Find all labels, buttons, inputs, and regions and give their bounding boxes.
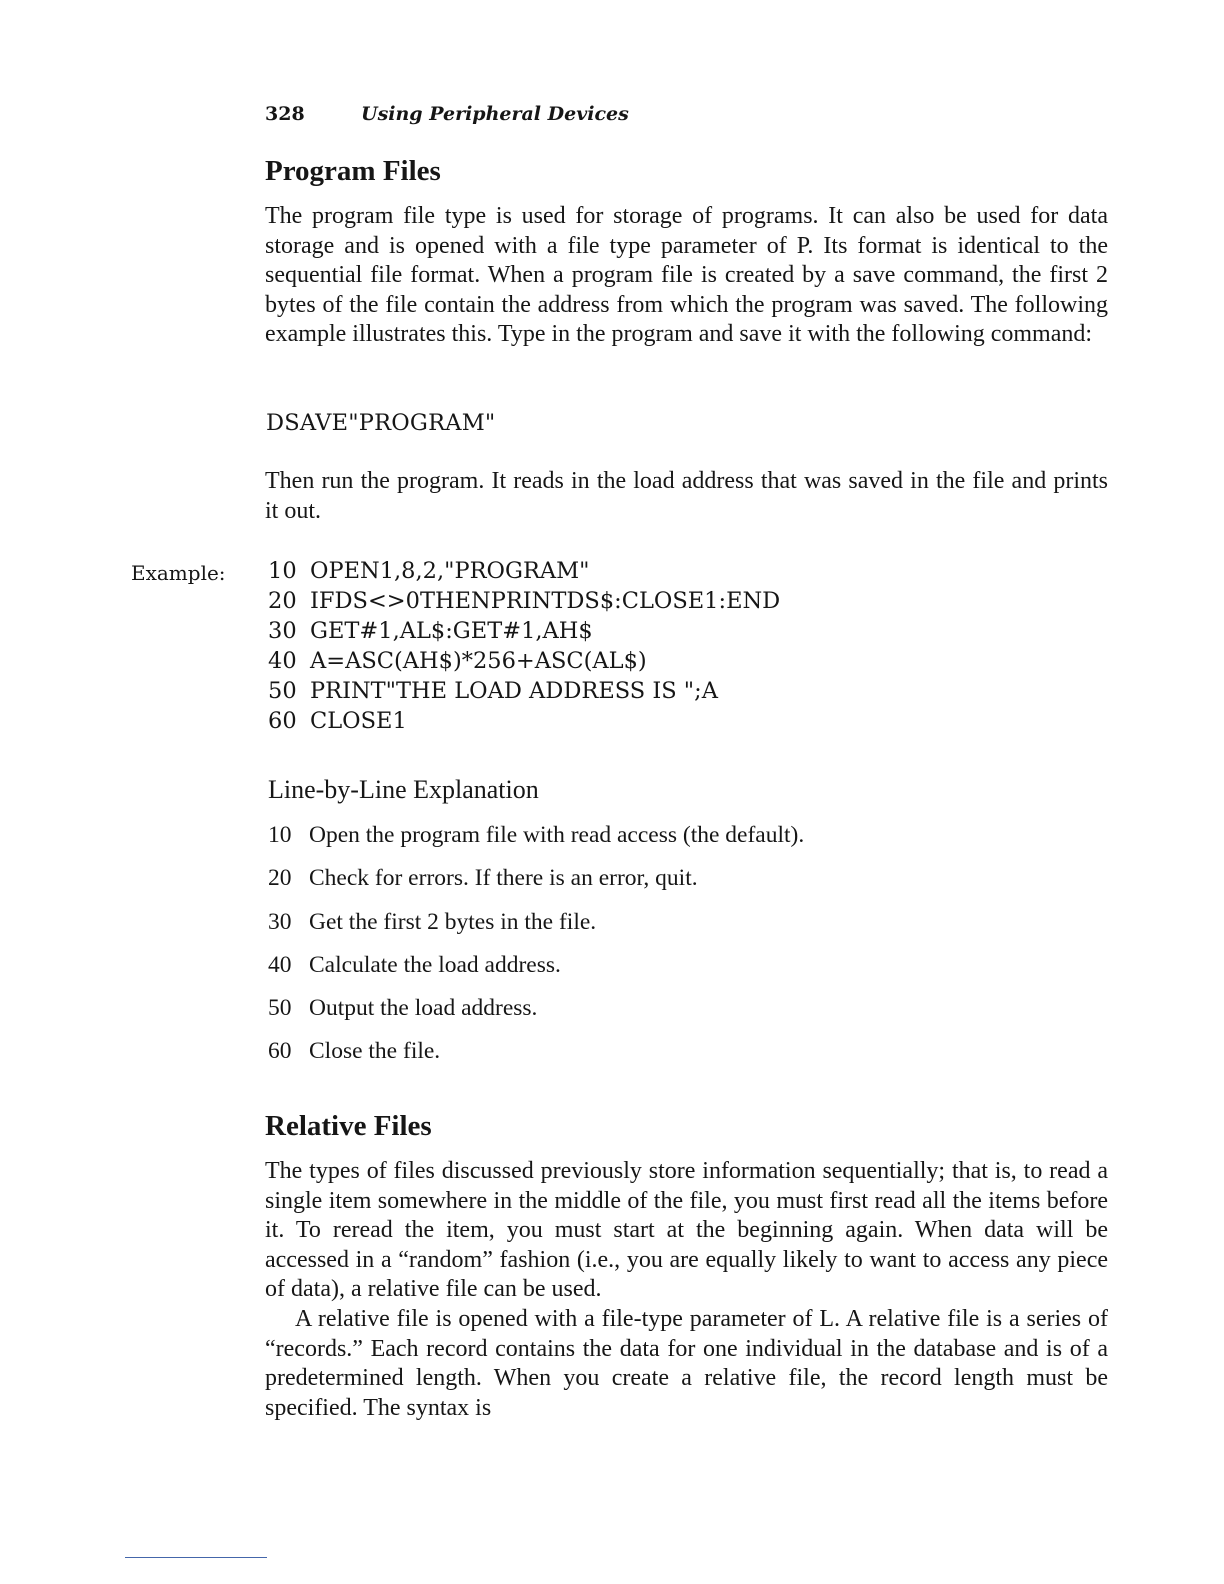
code-line (268, 586, 780, 616)
section-title-relative-files: Relative Files (265, 1110, 432, 1142)
code-line-text: IFDS<>0THENPRINTDS$:CLOSE1:END (310, 588, 781, 614)
code-line-number: 10 (268, 558, 297, 584)
example-label: Example: (131, 561, 226, 585)
explanation-text: Output the load address. (309, 995, 538, 1022)
relative-files-para-2: A relative file is opened with a file-type parameter of L. A relative file is a series of “records.” Each record contains the data for one individual in the database and is of a predetermined length. When you create a relative file, the record length must be specified. The syntax is (265, 1306, 1108, 1421)
explanation-text: Close the file. (309, 1038, 441, 1065)
code-line-text: A=ASC(AH$)*256+ASC(AL$) (310, 648, 647, 674)
explanation-list (268, 818, 804, 1078)
explanation-item (268, 991, 804, 1034)
relative-files-para-1: The types of files discussed previously store information sequentially; that is, to read a single item somewhere in the middle of the file, you must first read all the items before it. To reread the item, you must start at the beginning again. When data will be accessed in a “random” fashion (i.e., you are equally likely to want to access any piece of data), a relative file can be used. (265, 1158, 1108, 1303)
code-line-number: 50 (268, 678, 297, 704)
code-line-text: OPEN1,8,2,"PROGRAM" (310, 558, 590, 584)
code-line-number: 40 (268, 648, 297, 674)
program-files-intro: The program file type is used for storage of programs. It can also be used for data storage and is opened with a file type parameter of P. Its format is identical to the sequential file format. When a program file is created by a save command, the first 2 bytes of the file contain the address from which the program was saved. The following example illustrates this. Type in the program and save it with the following command: (265, 203, 1108, 348)
explanation-item (268, 905, 804, 948)
explanation-line-number: 50 (268, 995, 292, 1022)
example-code-listing (268, 556, 780, 736)
section-title-program-files: Program Files (265, 155, 441, 187)
running-header (265, 103, 629, 125)
code-line (268, 616, 780, 646)
code-line-number: 30 (268, 618, 297, 644)
explanation-item (268, 948, 804, 991)
code-line (268, 556, 780, 586)
footer-rule (125, 1557, 267, 1558)
explanation-item (268, 1034, 804, 1077)
code-line (268, 706, 780, 736)
running-title: Using Peripheral Devices (361, 103, 629, 125)
program-files-run-note: Then run the program. It reads in the load address that was saved in the file and prints it out. (265, 468, 1108, 524)
explanation-item (268, 861, 804, 904)
explanation-text: Check for errors. If there is an error, quit. (309, 865, 698, 892)
code-line-number: 60 (268, 708, 297, 734)
page-number: 328 (265, 103, 305, 125)
code-line-text: GET#1,AL$:GET#1,AH$ (310, 618, 593, 644)
code-line (268, 676, 780, 706)
code-line (268, 646, 780, 676)
explanation-line-number: 30 (268, 908, 292, 935)
explanation-text: Get the first 2 bytes in the file. (309, 908, 597, 935)
code-line-text: CLOSE1 (310, 708, 407, 734)
explanation-line-number: 40 (268, 951, 292, 978)
dsave-command: DSAVE"PROGRAM" (266, 410, 496, 436)
explanation-text: Calculate the load address. (309, 951, 561, 978)
explanation-line-number: 60 (268, 1038, 292, 1065)
code-line-number: 20 (268, 588, 297, 614)
explanation-title: Line-by-Line Explanation (268, 775, 539, 804)
explanation-line-number: 20 (268, 865, 292, 892)
explanation-item (268, 818, 804, 861)
explanation-text: Open the program file with read access (the default). (309, 822, 805, 848)
explanation-line-number: 10 (268, 822, 292, 848)
code-line-text: PRINT"THE LOAD ADDRESS IS ";A (310, 678, 718, 704)
